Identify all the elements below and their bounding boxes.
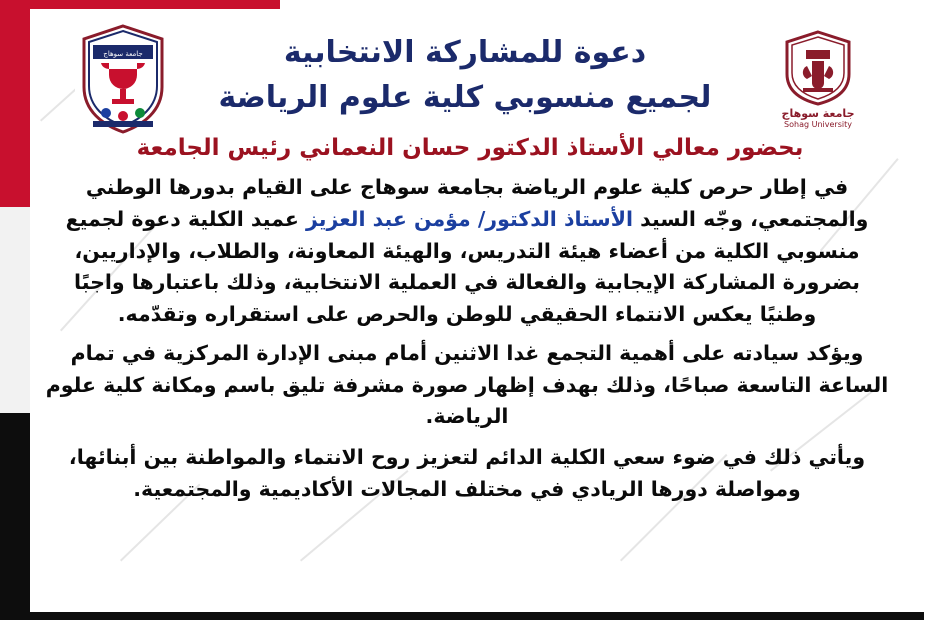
top-accent-bar	[30, 0, 280, 9]
paragraph-1	[44, 172, 890, 331]
paragraph-3	[44, 442, 890, 506]
page-title-line-2: لجميع منسوبي كلية علوم الرياضة	[218, 80, 712, 115]
sports-college-logo	[75, 20, 171, 138]
logo-caption-arabic: جامعة سوهاج	[781, 107, 855, 121]
logo-caption-english: Sohag University	[784, 120, 852, 130]
sohag-university-logo	[754, 20, 882, 140]
paragraph-1-highlight-name: الأستاذ الدكتور/ مؤمن عبد العزيز	[306, 206, 633, 231]
page-title-line-1: دعوة للمشاركة الانتخابية	[283, 35, 647, 70]
paragraph-1-segment-1: في إطار حرص كلية علوم الرياضة بجامعة سوهاج على القيام بدورها الوطني والمجتمعي، وجّه السيد	[85, 175, 869, 231]
flag-stripe-white	[0, 207, 30, 413]
paragraph-1-segment-3: عميد الكلية دعوة لجميع منسوبي الكلية من أعضاء هيئة التدريس، والهيئة المعاونة، والطلاب، والإداريين، بضرورة المشاركة الإيجابية والفعالة في العملية الانتخابية، وذلك باعتبارها واجبًا وطنيًا يعكس الانتماء الحقيقي للوطن والحرص على استقراره وتقدّمه.	[65, 206, 860, 327]
flag-stripe-black	[0, 413, 30, 620]
subtitle: بحضور معالي الأستاذ الدكتور حسان النعماني رئيس الجامعة	[136, 135, 804, 161]
sports-college-logo-graphic	[79, 23, 167, 135]
sohag-university-logo-graphic	[783, 30, 853, 106]
poster-header	[0, 12, 930, 132]
bottom-accent-bar	[30, 612, 930, 620]
svg-text:جامعة سوهاج: جامعة سوهاج	[103, 50, 143, 58]
paragraph-2-segment-1: ويؤكد سيادته على أهمية التجمع غدا الاثنين أمام مبنى الإدارة المركزية في تمام الساعة التاسعة صباحًا، وذلك بهدف إظهار صورة مشرفة تليق باسم ومكانة كلية علوم الرياضة.	[45, 340, 889, 429]
page-title	[190, 30, 740, 120]
paragraph-3-segment-1: ويأتي ذلك في ضوء سعي الكلية الدائم لتعزيز روح الانتماء والمواطنة بين أبنائها، ومواصلة دورها الريادي في مختلف المجالات الأكاديمية والمجتمعية.	[68, 445, 866, 501]
paragraph-2	[44, 338, 890, 433]
poster-body	[44, 172, 890, 515]
